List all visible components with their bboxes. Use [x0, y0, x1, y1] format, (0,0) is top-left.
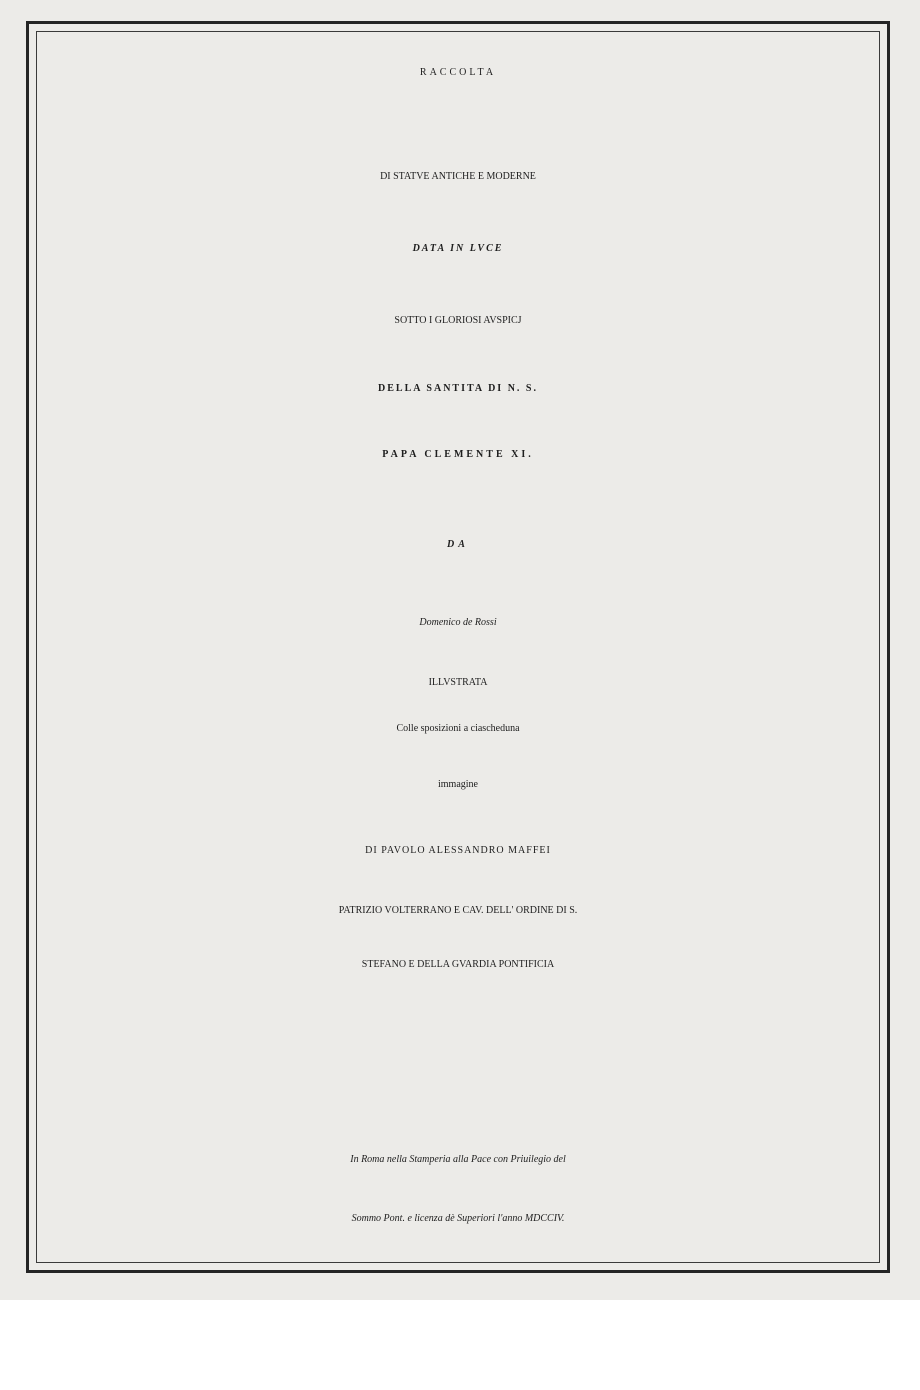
main-title: RACCOLTA — [419, 67, 497, 78]
author-title-1: PATRIZIO VOLTERRANO E CAV. DELL' ORDINE DI S. — [338, 905, 578, 916]
dedication-line-1: DELLA SANTITA DI N. S. — [378, 383, 538, 394]
description-line-2: immagine — [438, 779, 478, 790]
subtitle-line-1: DI STATVE ANTICHE E MODERNE — [380, 171, 536, 182]
author-title-2: STEFANO E DELLA GVARDIA PONTIFICIA — [361, 959, 555, 970]
subtitle-line-3: SOTTO I GLORIOSI AVSPICJ — [394, 315, 522, 326]
publisher-name: Domenico de Rossi — [419, 617, 497, 628]
imprint-line-2: Sommo Pont. e licenza dè Superiori l'anno MDCCIV. — [351, 1213, 565, 1224]
author-name: DI PAVOLO ALESSANDRO MAFFEI — [365, 845, 551, 856]
imprint-line-1: In Roma nella Stamperia alla Pace con Priuilegio del — [350, 1154, 566, 1165]
description-line-1: Colle sposizioni a ciascheduna — [396, 723, 520, 734]
page-border-inner — [36, 31, 880, 1263]
subtitle-line-2: DATA IN LVCE — [412, 243, 504, 254]
illustrated-line: ILLVSTRATA — [428, 677, 488, 688]
dedication-line-2: PAPA CLEMENTE XI. — [382, 449, 534, 460]
bottom-margin — [0, 1300, 920, 1390]
by-line: DA — [447, 539, 469, 550]
